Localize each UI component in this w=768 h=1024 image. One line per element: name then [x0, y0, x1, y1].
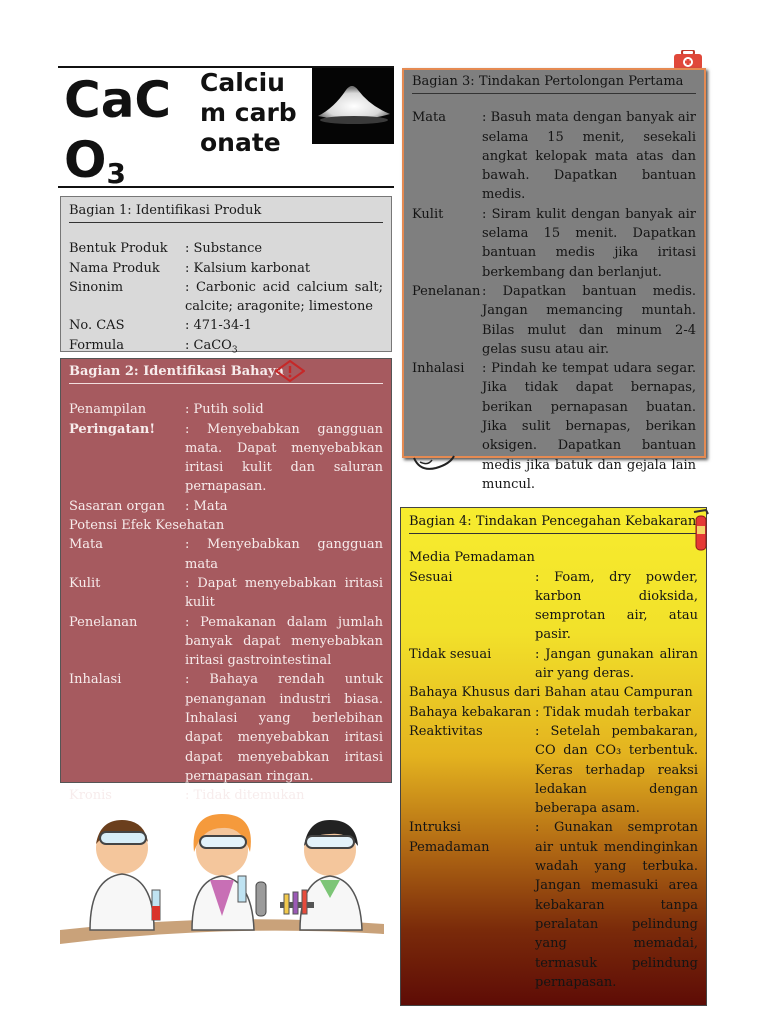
product-row: Bentuk Produk : Substance: [69, 241, 263, 257]
special-hazard-heading: Bahaya Khusus dari Bahan atau Campuran: [409, 685, 693, 701]
fire-row: Sesuai : Foam, dry powder, karbon dioksida, semprotan air, atau pasir.: [409, 569, 698, 643]
hazard-row: Sasaran organ : Mata: [69, 498, 228, 514]
hazard-row: Kronis : Tidak ditemukan: [69, 788, 305, 804]
section1-title: Bagian 1: Identifikasi Produk: [69, 201, 383, 223]
product-row: No. CAS : 471-34-1: [69, 318, 252, 334]
decorative-swirl-icon: [410, 452, 458, 474]
first-aid-row: Kulit : Siram kulit dengan banyak air selama 15 menit. Dapatkan bantuan medis jika iritasi berkembang dan berlanjut.: [412, 206, 696, 280]
fire-row: Reaktivitas : Setelah pembakaran, CO dan CO₃ terbentuk. Keras terhadap reaksi ledakan dengan beberapa asam.: [409, 723, 698, 817]
product-row: Nama Produk : Kalsium karbonat: [69, 260, 311, 276]
section4-title: Bagian 4: Tindakan Pencegahan Kebakaran: [409, 512, 698, 534]
kids-scientists-illustration: [60, 806, 386, 946]
hazard-subheading: Potensi Efek Kesehatan: [69, 518, 225, 534]
first-aid-row: Mata : Basuh mata dengan banyak air selama 15 menit, sesekali angkat kelopak mata atas dan bawah. Dapatkan bantuan medis.: [412, 110, 696, 203]
hazard-row: Mata : Menyebabkan gangguan mata: [69, 537, 383, 572]
hazard-row: Penelanan : Pemakanan dalam jumlah banyak dapat menyebabkan iritasi gastrointestinal: [69, 614, 383, 669]
section-fire-prevention: [400, 507, 707, 1006]
hazard-row: Inhalasi : Bahaya rendah untuk penanganan industri biasa. Inhalasi yang berlebihan dapat menyebabkan iritasi dapat menyebabkan iritasi pernapasan ringan.: [69, 672, 383, 784]
section-first-aid: [402, 68, 706, 492]
first-aid-kit-icon: [672, 50, 704, 70]
hazard-row: Kulit : Dapat menyebabkan iritasi kulit: [69, 575, 383, 611]
section-hazard-identification: [60, 358, 392, 804]
hazard-warning-icon: [275, 360, 305, 388]
section2-title: Bagian 2: Identifikasi Bahaya: [69, 362, 383, 384]
product-row: Sinonim : Carbonic acid calcium salt; calcite; aragonite; limestone: [69, 279, 383, 315]
first-aid-row: Penelanan : Dapatkan bantuan medis. Jangan memancing muntah. Bilas mulut dan minum 2-4 gelas susu atau air.: [412, 283, 696, 357]
hazard-row: Penampilan : Putih solid: [69, 402, 264, 418]
fire-row: Intruksi Pemadaman : Gunakan semprotan air untuk mendinginkan wadah yang terbuka. Jangan memasuki area kebakaran tanpa peralatan pelindung yang memadai, termasuk pelindung pernapasan.: [409, 820, 698, 990]
chemical-formula: CaCO$_3$: [64, 71, 172, 190]
fire-row: Bahaya kebakaran : Tidak mudah terbakar: [409, 704, 691, 720]
section3-title: Bagian 3: Tindakan Pertolongan Pertama: [412, 72, 696, 94]
media-heading: Media Pemadaman: [409, 550, 535, 566]
hazard-row: Peringatan! : Menyebabkan gangguan mata. Dapat menyebabkan iritasi kulit dan saluran pernapasan.: [69, 421, 383, 495]
fire-extinguisher-icon: [688, 508, 714, 554]
section-product-identification: [60, 196, 392, 356]
fire-row: Tidak sesuai : Jangan gunakan aliran air yang deras.: [409, 646, 698, 682]
product-row: Formula : CaCO$_3$: [69, 337, 238, 356]
chemical-name: Calcium carbonate: [200, 68, 297, 157]
first-aid-row: Inhalasi : Pindah ke tempat udara segar. Jika tidak dapat bernapas, berikan pernapasan buatan. Jika sulit bernapas, berikan oksigen. Dapatkan bantuan medis jika batuk dan gejala lain muncul.: [412, 361, 696, 492]
powder-image: [312, 68, 394, 144]
